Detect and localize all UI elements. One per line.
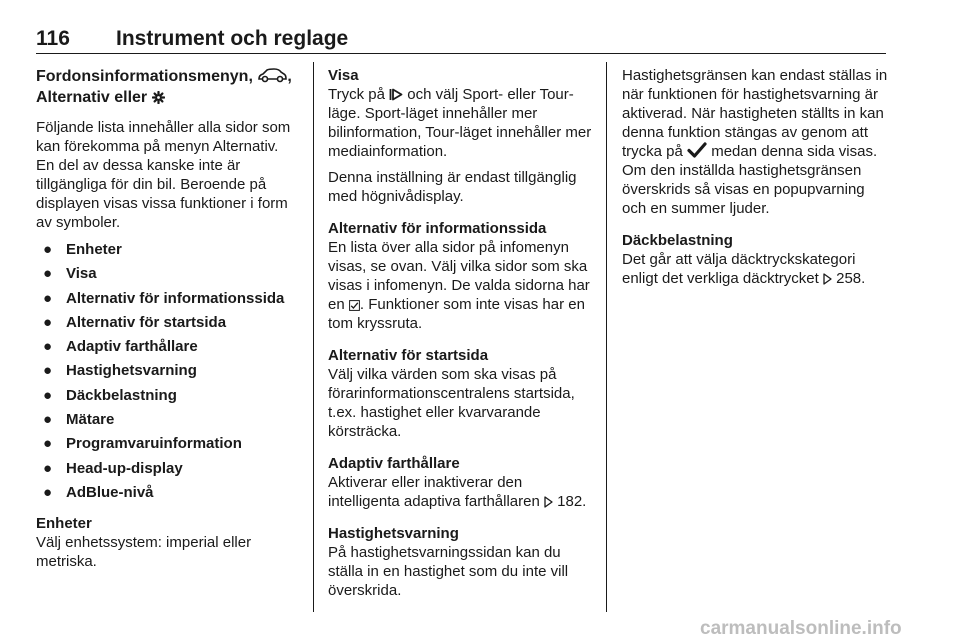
section-enheter <box>36 514 300 571</box>
column-3 <box>622 66 888 301</box>
text-span: medan denna sida visas. Om den inställda hastighetsgränsen överskrids så visas en popupvarning och en summer ljuder. <box>622 143 878 217</box>
bullet: ● <box>43 241 53 258</box>
bullet: ● <box>43 386 53 404</box>
list-item-label: Däckbelastning <box>66 386 177 404</box>
text-span: Aktiverar eller inaktiverar den intelligenta adaptiva farthållaren <box>328 474 540 510</box>
text-span: Det går att välja däcktryckskategori enligt det verkliga däcktrycket <box>622 251 856 287</box>
list-item <box>36 459 300 478</box>
bullet: ● <box>43 411 53 429</box>
section-heading <box>36 66 300 108</box>
list-item <box>36 240 300 259</box>
list-item-label: Head-up-display <box>66 459 183 477</box>
heading-part2: , <box>287 68 292 85</box>
page-reference-icon <box>544 496 553 508</box>
list-item-label: Visa <box>66 265 97 283</box>
column-2 <box>328 66 592 613</box>
subsection-title: Enheter <box>36 514 92 532</box>
subsection-title: Adaptiv farthållare <box>328 455 460 472</box>
list-item <box>36 434 300 453</box>
subsection-text <box>328 473 592 511</box>
subsection-text <box>328 85 592 161</box>
list-item-label: Mätare <box>66 411 115 429</box>
list-item-label: AdBlue-nivå <box>66 483 154 501</box>
subsection-text <box>622 250 888 288</box>
header-rule <box>36 53 886 54</box>
checkmark-icon <box>687 142 707 158</box>
page-number: 116 <box>36 27 70 50</box>
page-reference-icon <box>823 273 832 285</box>
page-title: Instrument och reglage <box>116 27 349 50</box>
bullet: ● <box>43 338 53 356</box>
watermark: carmanualsonline.info <box>700 618 902 639</box>
text-span: . Funktioner som inte visas har en tom kryssruta. <box>328 296 585 332</box>
list-item <box>36 483 300 502</box>
list-item <box>36 337 300 356</box>
list-item-label: Adaptiv farthållare <box>66 338 198 356</box>
bullet: ● <box>43 483 53 501</box>
list-item-label: Enheter <box>66 241 122 258</box>
text-span: och välj Sport- eller Tour-läge. Sport-läget innehåller mer bilinformation, Tour-läget innehåller mer mediainformation. <box>328 86 592 160</box>
subsection-text: Denna inställning är endast tillgänglig med högnivådisplay. <box>328 169 577 205</box>
list-item <box>36 361 300 380</box>
bullet: ● <box>43 313 53 331</box>
heading-part3: Alternativ eller <box>36 89 148 106</box>
car-icon <box>257 67 287 83</box>
subsection-title: Visa <box>328 67 359 84</box>
bullet: ● <box>43 265 53 283</box>
list-item <box>36 410 300 429</box>
subsection-text: Välj vilka värden som ska visas på förarinformationscentralens startsida, t.ex. hastighet eller kvarvarande körsträcka. <box>328 366 575 440</box>
intro-text: Följande lista innehåller alla sidor som kan förekomma på menyn Alternativ. En del av dessa kanske inte är tillgängliga för din bil. Beroende på displayen visas vissa funktioner i form av symboler. <box>36 119 291 231</box>
subsection-title: Alternativ för startsida <box>328 347 489 364</box>
list-item-label: Hastighetsvarning <box>66 362 197 380</box>
subsection-text <box>622 66 888 218</box>
subsection-text: Välj enhetssystem: imperial eller metriska. <box>36 533 252 570</box>
list-item-label: Alternativ för startsida <box>66 313 227 331</box>
list-item <box>36 264 300 283</box>
subsection-title: Däckbelastning <box>622 232 733 249</box>
section-speed-warning <box>328 524 592 600</box>
bullet: ● <box>43 435 53 453</box>
section-speed-warning-cont <box>622 66 888 218</box>
section-info-page <box>328 219 592 333</box>
options-list <box>36 240 300 502</box>
bullet: ● <box>43 362 53 380</box>
play-forward-icon <box>389 88 403 101</box>
column-divider-1 <box>313 62 314 612</box>
bullet: ● <box>43 289 53 307</box>
subsection-text <box>328 238 592 333</box>
section-start-page <box>328 346 592 441</box>
section-tire-load <box>622 231 888 288</box>
subsection-text: På hastighetsvarningssidan kan du ställa in en hastighet som du inte vill överskrida. <box>328 544 569 599</box>
subsection-title: Alternativ för informationssida <box>328 220 547 237</box>
page-reference: 182. <box>557 493 587 510</box>
bullet: ● <box>43 459 53 477</box>
subsection-title: Hastighetsvarning <box>328 525 459 542</box>
section-adaptive-cruise <box>328 454 592 511</box>
page-header <box>36 26 886 52</box>
list-item <box>36 313 300 332</box>
column-1 <box>36 66 300 584</box>
text-span: Tryck på <box>328 86 385 103</box>
checkbox-checked-icon <box>349 300 360 311</box>
text-span: En lista över alla sidor på infomenyn visas, se ovan. Välj vilka sidor som ska visas i infomenyn. De valda sidorna har en <box>328 239 590 313</box>
list-item-label: Alternativ för informationssida <box>66 289 285 307</box>
list-item <box>36 289 300 308</box>
list-item-label: Programvaruinformation <box>66 435 242 453</box>
column-divider-2 <box>606 62 607 612</box>
text-span: Hastighetsgränsen kan endast ställas in när funktionen för hastighetsvarning är aktiverad. När hastigheten ställts in kan denna funktion stängas av genom att trycka på <box>622 67 888 160</box>
heading-part1: Fordonsinformationsmenyn, <box>36 68 253 85</box>
page-reference: 258. <box>836 270 866 287</box>
gear-icon <box>152 91 165 104</box>
list-item <box>36 386 300 405</box>
section-visa <box>328 66 592 206</box>
